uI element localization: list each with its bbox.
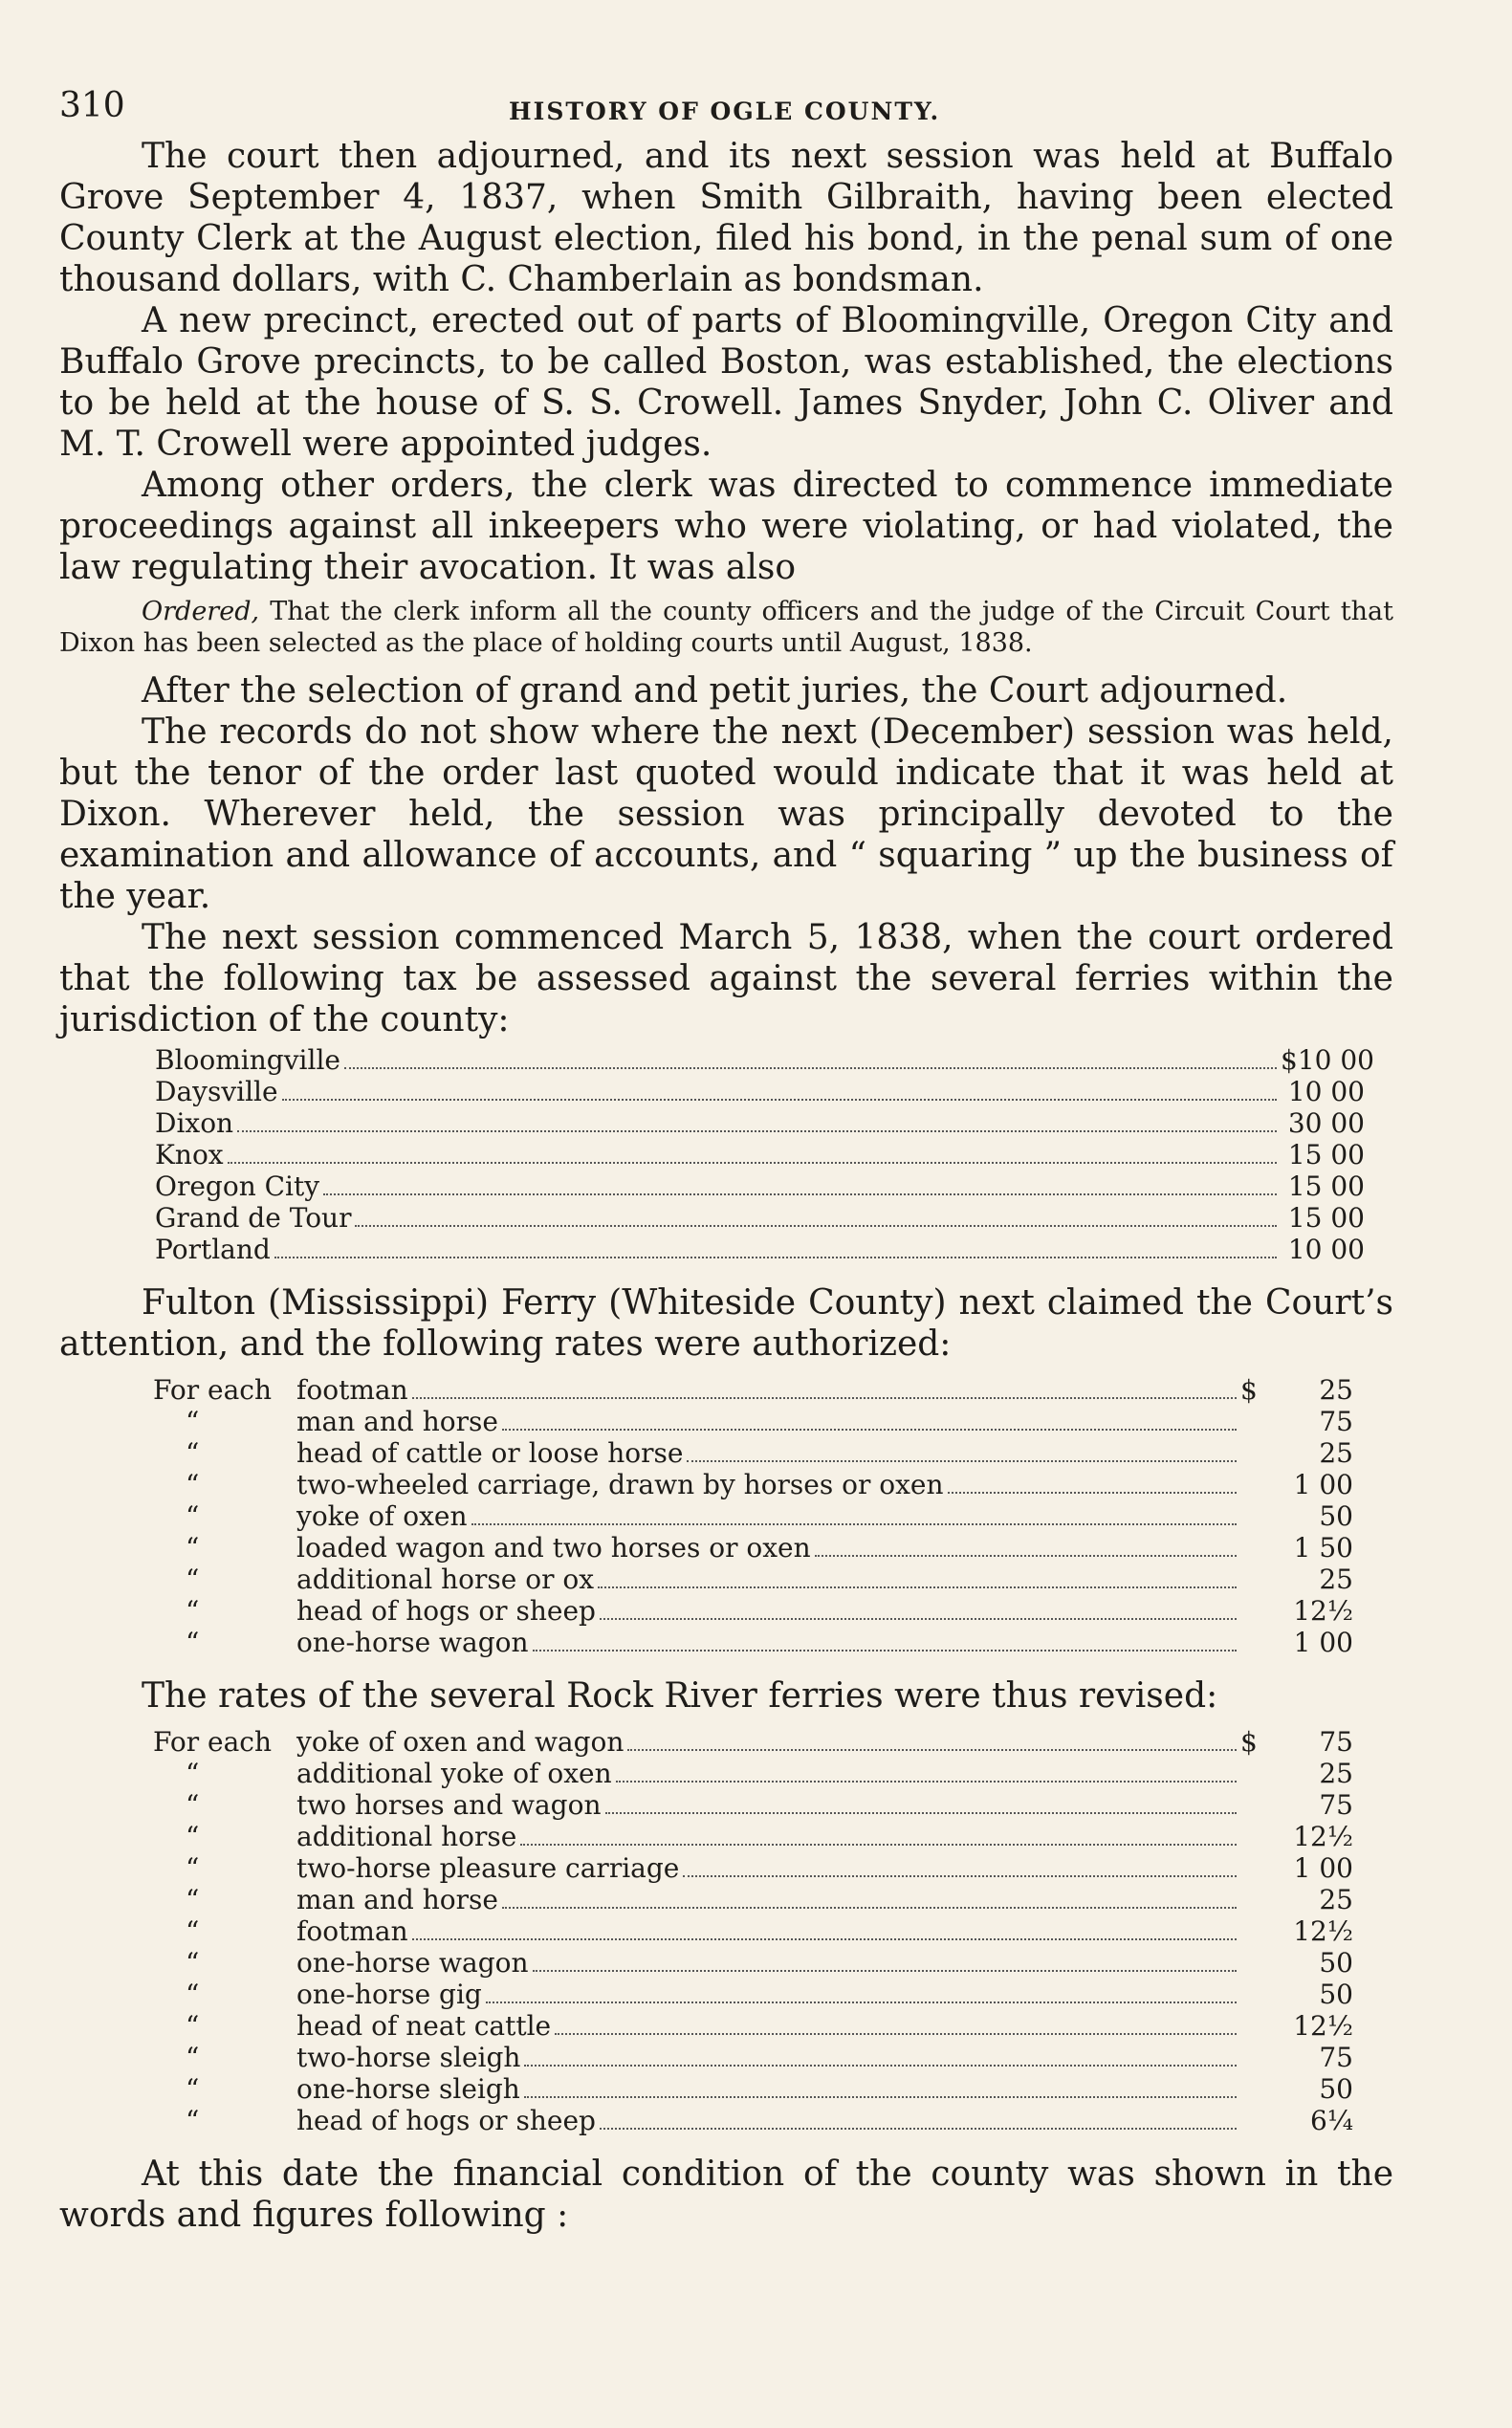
leader-dots [600,2127,1237,2130]
leader-dots [471,1522,1238,1525]
ditto-mark: “ [186,1406,200,1437]
rate-item: footman [296,1915,408,1947]
rate-item: one-horse sleigh [296,2073,520,2105]
leader-dots [502,1906,1237,1909]
leader-dots [533,1649,1237,1651]
rate-amount: 12½ [1293,1821,1353,1852]
leader-dots [520,1843,1237,1846]
rate-amount: 25 [1319,1374,1353,1406]
list-item [153,1915,1353,1947]
rate-amount: 75 [1319,2042,1353,2073]
list-item [153,1726,1353,1758]
ditto-mark: “ [186,2105,200,2136]
paragraph-fulton-ferry: Fulton (Mississippi) Ferry (Whiteside County) next claimed the Court’s attention, and the following rates were authorized: [59,1283,1393,1364]
order-quote-text: That the clerk inform all the county officers and the judge of the Circuit Court that Dixon has been selected as the place of holding courts until August, 1838. [59,597,1393,658]
rate-amount: 25 [1319,1758,1353,1789]
rate-amount: 1 00 [1293,1627,1353,1658]
rate-item: man and horse [296,1884,498,1915]
rate-item: one-horse gig [296,1979,482,2010]
for-each-label: For each [153,1726,273,1758]
leader-dots [274,1256,1277,1258]
rate-item: head of hogs or sheep [296,1595,596,1627]
rate-item: footman [296,1374,408,1406]
paragraph-rock-river: The rates of the several Rock River ferries were thus revised: [142,1676,1218,1716]
list-item [153,1595,1353,1627]
ditto-mark: “ [186,1758,200,1789]
ferry-amount: 15 00 [1287,1202,1365,1234]
rate-amount: 25 [1319,1564,1353,1595]
list-item [155,1170,1365,1202]
rate-item: head of hogs or sheep [296,2105,596,2136]
ditto-mark: “ [186,1821,200,1852]
ditto-mark: “ [186,1947,200,1979]
rate-item: additional yoke of oxen [296,1758,612,1789]
list-item [155,1076,1365,1107]
leader-dots [486,2001,1237,2003]
ferry-amount: 15 00 [1287,1170,1365,1202]
ditto-mark: “ [186,1852,200,1884]
list-item [153,2105,1353,2136]
for-each-label: For each [153,1374,273,1406]
list-item [153,1469,1353,1500]
ferry-name: Grand de Tour [155,1202,352,1234]
ferry-amount: 10 00 [1287,1076,1365,1107]
list-item [153,2010,1353,2042]
rate-amount: 75 [1319,1726,1353,1758]
leader-dots [555,2032,1237,2035]
ferry-amount: 30 00 [1287,1107,1365,1139]
page-header [59,78,1393,136]
rate-amount: 6¼ [1310,2105,1353,2136]
list-item [155,1107,1365,1139]
rate-item: two-horse pleasure carriage [296,1852,680,1884]
rate-item: one-horse wagon [296,1947,529,1979]
leader-dots [687,1459,1237,1462]
book-page [59,78,1393,2236]
rate-amount: 12½ [1293,1595,1353,1627]
list-item [153,1437,1353,1469]
list-item [153,2042,1353,2073]
ditto-mark: “ [186,2073,200,2105]
paragraph-other-orders: Among other orders, the clerk was directed to commence immediate proceedings against all inkeepers who were violating, or had violated, the law regulating their avocation. It was also [59,466,1393,587]
list-item [153,1564,1353,1595]
rate-amount: 1 00 [1293,1852,1353,1884]
page-number: 310 [59,86,125,125]
ferry-amount: $10 00 [1281,1044,1374,1076]
leader-dots [355,1224,1277,1227]
ditto-mark: “ [186,1500,200,1532]
paragraph-march-session: The next session commenced March 5, 1838, when the court ordered that the following tax be assessed against the several ferries within the jurisdiction of the county: [59,918,1393,1039]
paragraph-court-adjourned: The court then adjourned, and its next session was held at Buffalo Grove September 4, 1837, when Smith Gilbraith, having been elected County Clerk at the August election, filed his bond, in the penal sum of one thousand dollars, with C. Chamberlain as bondsman. [59,137,1393,299]
list-item [153,1532,1353,1564]
running-title: HISTORY OF OGLE COUNTY. [509,98,941,125]
leader-dots [524,2095,1237,2098]
list-item [153,1374,1353,1406]
leader-dots [344,1066,1277,1069]
paragraph-new-precinct: A new precinct, erected out of parts of Bloomingville, Oregon City and Buffalo Grove precincts, to be called Boston, was established, the elections to be held at the house of S. S. Crowell. James Snyder, John C. Oliver and M. T. Crowell were appointed judges. [59,301,1393,464]
rate-item: two horses and wagon [296,1789,602,1821]
currency-sign: $ [1240,1374,1258,1406]
rate-amount: 1 50 [1293,1532,1353,1564]
rate-amount: 25 [1319,1437,1353,1469]
list-item [155,1139,1365,1170]
ferry-name: Portland [155,1234,271,1265]
list-item [153,1789,1353,1821]
list-item [155,1234,1365,1265]
leader-dots [237,1129,1277,1132]
rate-amount: 12½ [1293,2010,1353,2042]
ferry-name: Bloomingville [155,1044,340,1076]
leader-dots [627,1748,1237,1751]
rate-amount: 75 [1319,1789,1353,1821]
rate-item: yoke of oxen and wagon [296,1726,625,1758]
rate-amount: 50 [1319,1947,1353,1979]
rate-amount: 1 00 [1293,1469,1353,1500]
leader-dots [228,1161,1277,1164]
ferry-name: Knox [155,1139,224,1170]
ditto-mark: “ [186,1979,200,2010]
ferry-name: Oregon City [155,1170,320,1202]
ditto-mark: “ [186,1532,200,1564]
leader-dots [533,1969,1237,1972]
leader-dots [605,1811,1238,1814]
leader-dots [616,1780,1237,1783]
paragraph-december-session: The records do not show where the next (December) session was held, but the tenor of the order last quoted would indicate that it was held at Dixon. Wherever held, the session was principally devoted to the examination and allowance of accounts, and “ squaring ” up the business of the year. [59,712,1393,916]
leader-dots [815,1554,1237,1557]
rate-item: additional horse or ox [296,1564,595,1595]
rate-item: yoke of oxen [296,1500,468,1532]
ditto-mark: “ [186,1595,200,1627]
rate-item: one-horse wagon [296,1627,529,1658]
leader-dots [683,1874,1237,1877]
list-item [153,1627,1353,1658]
ditto-mark: “ [186,1437,200,1469]
ditto-mark: “ [186,2042,200,2073]
rate-item: two-wheeled carriage, drawn by horses or oxen [296,1469,944,1500]
order-quote [59,596,1393,659]
ditto-mark: “ [186,1564,200,1595]
list-item [153,1821,1353,1852]
ferry-tax-list [155,1044,1374,1265]
list-item [153,2073,1353,2105]
rate-item: head of neat cattle [296,2010,552,2042]
ferry-amount: 15 00 [1287,1139,1365,1170]
list-item [155,1044,1374,1076]
leader-dots [524,2064,1237,2067]
leader-dots [948,1491,1237,1494]
list-item [153,1947,1353,1979]
leader-dots [412,1396,1237,1399]
list-item [153,1979,1353,2010]
rate-amount: 25 [1319,1884,1353,1915]
ditto-mark: “ [186,1627,200,1658]
list-item [153,1406,1353,1437]
ditto-mark: “ [186,2010,200,2042]
ferry-name: Dixon [155,1107,234,1139]
ferry-amount: 10 00 [1287,1234,1365,1265]
list-item [153,1500,1353,1532]
rate-item: two-horse sleigh [296,2042,521,2073]
rock-river-rates-list [153,1726,1353,2136]
leader-dots [502,1428,1237,1431]
rate-item: head of cattle or loose horse [296,1437,684,1469]
leader-dots [323,1192,1277,1195]
ditto-mark: “ [186,1915,200,1947]
list-item [153,1852,1353,1884]
ferry-name: Daysville [155,1076,278,1107]
rate-amount: 50 [1319,1500,1353,1532]
leader-dots [282,1098,1277,1101]
rate-item: additional horse [296,1821,517,1852]
rate-item: man and horse [296,1406,498,1437]
currency-sign: $ [1240,1726,1258,1758]
leader-dots [412,1937,1237,1940]
leader-dots [600,1617,1237,1620]
list-item [153,1884,1353,1915]
ditto-mark: “ [186,1884,200,1915]
ditto-mark: “ [186,1469,200,1500]
order-quote-ordered: Ordered, [142,597,260,626]
paragraph-juries: After the selection of grand and petit juries, the Court adjourned. [142,671,1288,711]
ditto-mark: “ [186,1789,200,1821]
rate-amount: 50 [1319,1979,1353,2010]
rate-amount: 12½ [1293,1915,1353,1947]
fulton-rates-list [153,1374,1353,1658]
list-item [155,1202,1365,1234]
list-item [153,1758,1353,1789]
rate-item: loaded wagon and two horses or oxen [296,1532,811,1564]
rate-amount: 50 [1319,2073,1353,2105]
leader-dots [598,1586,1237,1588]
paragraph-financial-condition: At this date the financial condition of the county was shown in the words and figures following : [59,2155,1393,2235]
rate-amount: 75 [1319,1406,1353,1437]
